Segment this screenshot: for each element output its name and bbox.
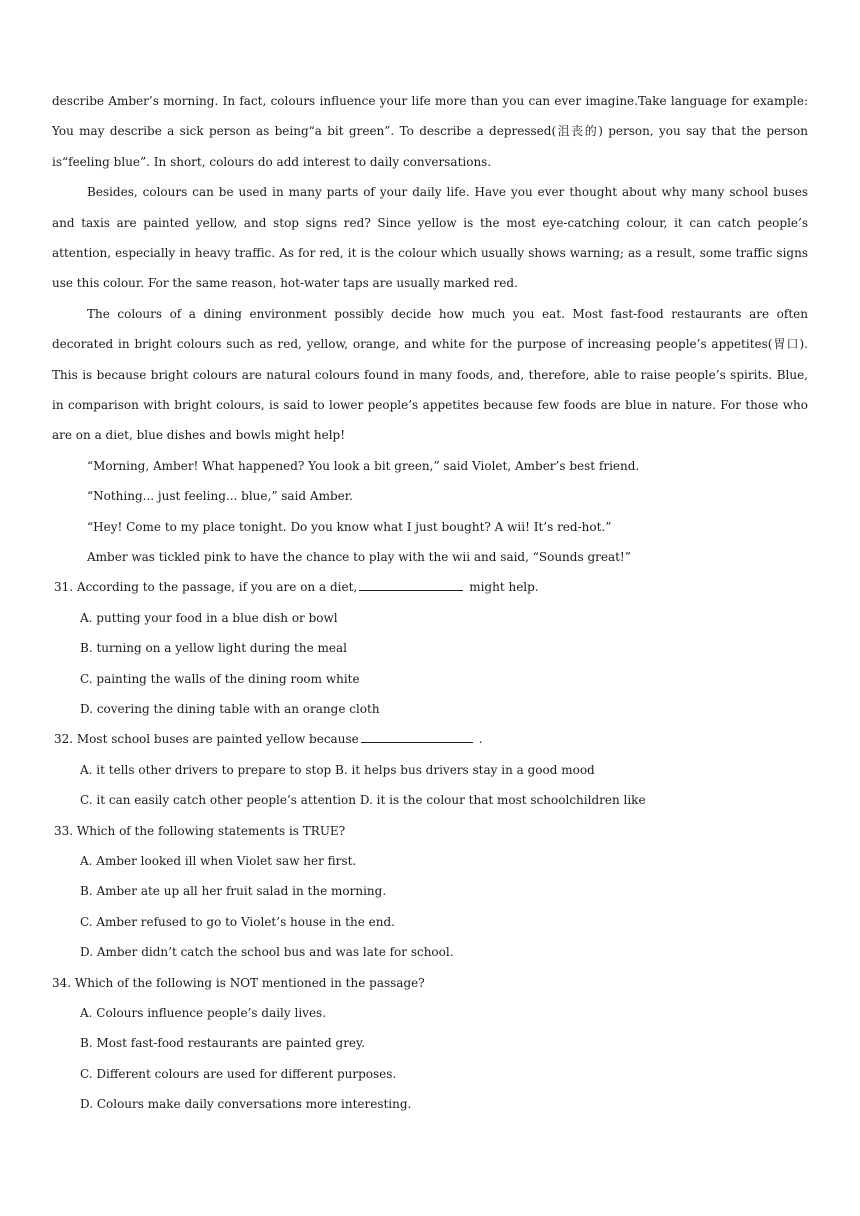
dialogue-line-2: “Nothing... just feeling... blue,” said Amber. (87, 489, 353, 504)
dialogue-line-1: “Morning, Amber! What happened? You look a bit green,” said Violet, Amber’s best friend. (87, 458, 640, 473)
dialogue-line-4: Amber was tickled pink to have the chance to play with the wii and said, “Sounds great!” (87, 550, 631, 565)
document-page (52, 86, 808, 1119)
question-32-options-ab: A. it tells other drivers to prepare to stop B. it helps bus drivers stay in a good mood (80, 762, 595, 777)
question-33-option-b: B. Amber ate up all her fruit salad in the morning. (80, 884, 387, 899)
question-31-stem (52, 572, 808, 602)
question-31-option-a: A. putting your food in a blue dish or bowl (80, 610, 338, 625)
question-33-stem: 33. Which of the following statements is TRUE? (54, 823, 346, 838)
question-34-option-a: A. Colours influence people’s daily lives. (80, 1005, 327, 1020)
question-34-option-b: B. Most fast-food restaurants are painted grey. (80, 1036, 366, 1051)
passage-paragraph-3: The colours of a dining environment possibly decide how much you eat. Most fast-food restaurants are often decorated in bright colours such as red, yellow, orange, and white for the purpose of increasing people’s appetites(胃口). This is because bright colours are natural colours found in many foods, and, therefore, able to raise people’s spirits. Blue, in comparison with bright colours, is said to lower people’s appetites because few foods are blue in nature. For those who are on a diet, blue dishes and bowls might help! (52, 306, 808, 443)
question-33-option-a: A. Amber looked ill when Violet saw her first. (80, 853, 357, 868)
question-32-stem (52, 724, 808, 754)
question-33-option-c: C. Amber refused to go to Violet’s house in the end. (80, 914, 395, 929)
answer-blank-32 (361, 729, 473, 743)
question-34-stem: 34. Which of the following is NOT mentioned in the passage? (52, 975, 425, 990)
question-31-text: 31. According to the passage, if you are on a diet, (54, 580, 358, 595)
question-34-option-c: C. Different colours are used for different purposes. (80, 1066, 397, 1081)
question-32-text: 32. Most school buses are painted yellow because (54, 732, 359, 747)
question-32-options-cd: C. it can easily catch other people’s attention D. it is the colour that most schoolchildren like (80, 793, 646, 808)
passage-paragraph-1: describe Amber’s morning. In fact, colours influence your life more than you can ever imagine.Take language for example: You may describe a sick person as being“a bit green”. To describe a depressed(沮丧的) person, you say that the person is“feeling blue”. In short, colours do add interest to daily conversations. (52, 94, 808, 169)
question-31-option-d: D. covering the dining table with an orange cloth (80, 702, 380, 716)
answer-blank-31 (359, 577, 463, 591)
dialogue-line-3: “Hey! Come to my place tonight. Do you know what I just bought? A wii! It’s red-hot.” (87, 519, 612, 534)
question-31-text-end: might help. (469, 580, 539, 595)
question-33-option-d: D. Amber didn’t catch the school bus and was late for school. (80, 945, 454, 960)
passage-paragraph-2: Besides, colours can be used in many parts of your daily life. Have you ever thought about why many school buses and taxis are painted yellow, and stop signs red? Since yellow is the most eye-catching colour, it can catch people’s attention, especially in heavy traffic. As for red, it is the colour which usually shows warning; as a result, some traffic signs use this colour. For the same reason, hot-water taps are usually marked red. (52, 185, 808, 291)
question-31-option-b: B. turning on a yellow light during the meal (80, 641, 347, 656)
question-34-option-d: D. Colours make daily conversations more interesting. (80, 1097, 412, 1112)
question-31-option-c: C. painting the walls of the dining room white (80, 671, 360, 686)
question-32-text-end: . (478, 732, 483, 747)
